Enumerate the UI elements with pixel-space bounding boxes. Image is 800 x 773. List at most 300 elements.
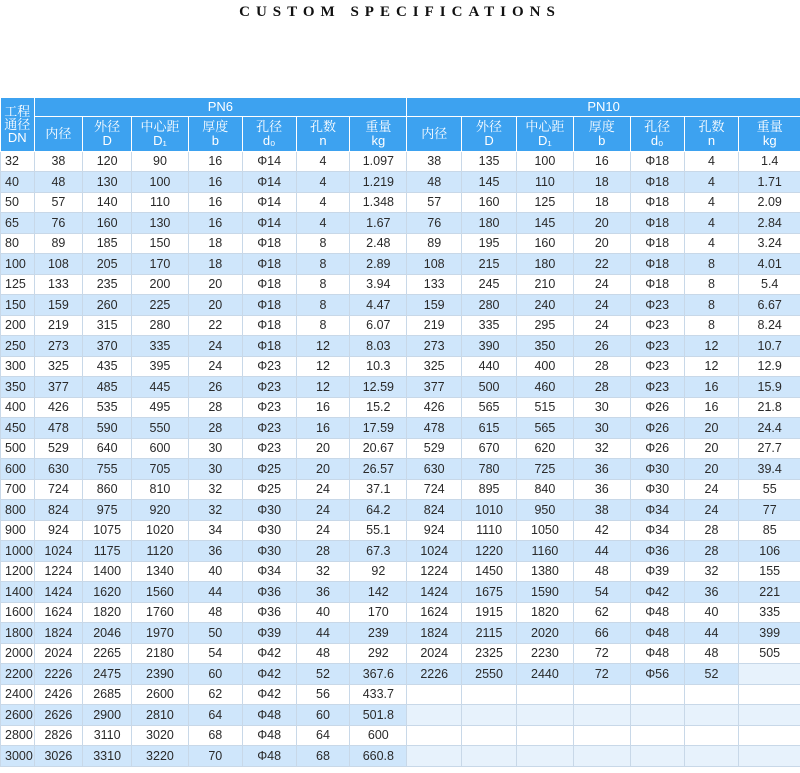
table-cell: 1.71 — [739, 172, 800, 193]
table-cell: 110 — [516, 172, 573, 193]
table-cell: 44 — [684, 623, 739, 644]
table-cell: Φ26 — [630, 397, 684, 418]
table-cell: 2.84 — [739, 213, 800, 234]
column-header-label: 孔径 — [644, 118, 671, 134]
table-cell: 108 — [34, 254, 83, 275]
dn-cell: 50 — [1, 192, 35, 213]
table-cell: 110 — [132, 192, 189, 213]
table-cell — [573, 725, 630, 746]
table-cell: 273 — [407, 336, 462, 357]
dn-cell: 65 — [1, 213, 35, 234]
table-cell: Φ48 — [630, 602, 684, 623]
table-cell: 1560 — [132, 582, 189, 603]
table-cell: 180 — [516, 254, 573, 275]
table-cell: 8 — [296, 274, 350, 295]
table-cell: Φ34 — [630, 500, 684, 521]
table-cell: 4 — [684, 172, 739, 193]
table-cell: 36 — [188, 541, 242, 562]
table-cell: 240 — [516, 295, 573, 316]
table-cell: 460 — [516, 377, 573, 398]
table-cell: 435 — [83, 356, 132, 377]
table-cell: 28 — [573, 356, 630, 377]
table-cell: 24 — [188, 336, 242, 357]
table-cell: 56 — [296, 684, 350, 705]
table-cell: 24 — [684, 500, 739, 521]
table-cell: Φ30 — [630, 459, 684, 480]
table-cell: 108 — [407, 254, 462, 275]
table-cell: 32 — [684, 561, 739, 582]
dn-cell: 80 — [1, 233, 35, 254]
table-cell: 1760 — [132, 602, 189, 623]
table-cell: Φ34 — [242, 561, 296, 582]
table-cell: 155 — [739, 561, 800, 582]
table-cell: 515 — [516, 397, 573, 418]
column-header-pn10 — [739, 116, 800, 151]
table-cell: 1620 — [83, 582, 132, 603]
table-cell: 755 — [83, 459, 132, 480]
column-header-pn6 — [132, 116, 189, 151]
table-cell: Φ18 — [630, 233, 684, 254]
table-cell — [407, 725, 462, 746]
table-cell: 4 — [296, 213, 350, 234]
column-header-symbol: kg — [371, 132, 386, 148]
table-cell: 24 — [296, 500, 350, 521]
table-cell: 8 — [296, 315, 350, 336]
table-cell: 38 — [407, 151, 462, 172]
table-cell: 1.219 — [350, 172, 407, 193]
table-cell: Φ18 — [630, 172, 684, 193]
column-header-label: 外径 — [476, 118, 503, 134]
table-row — [1, 274, 800, 295]
table-cell: 64 — [188, 705, 242, 726]
table-cell: 2626 — [34, 705, 83, 726]
group-header-pn10: PN10 — [407, 98, 800, 116]
column-header-pn6 — [296, 116, 350, 151]
table-cell: 924 — [34, 520, 83, 541]
table-cell: Φ23 — [630, 336, 684, 357]
table-cell: 3026 — [34, 746, 83, 767]
table-cell — [739, 684, 800, 705]
table-cell: Φ39 — [242, 623, 296, 644]
table-cell: 219 — [407, 315, 462, 336]
table-cell: 10.7 — [739, 336, 800, 357]
table-cell: 70 — [188, 746, 242, 767]
table-cell: 28 — [684, 520, 739, 541]
table-cell: 4.47 — [350, 295, 407, 316]
table-cell: 1400 — [83, 561, 132, 582]
table-cell: Φ23 — [242, 438, 296, 459]
table-cell: 367.6 — [350, 664, 407, 685]
table-cell: 1624 — [407, 602, 462, 623]
table-cell: 68 — [296, 746, 350, 767]
dn-cell: 1000 — [1, 541, 35, 562]
table-cell: 3.24 — [739, 233, 800, 254]
column-header-symbol: b — [598, 132, 606, 148]
table-cell: Φ23 — [630, 315, 684, 336]
table-cell: 1175 — [83, 541, 132, 562]
table-cell: 620 — [516, 438, 573, 459]
dn-cell: 400 — [1, 397, 35, 418]
table-cell: 1820 — [516, 602, 573, 623]
table-cell: 44 — [188, 582, 242, 603]
table-cell: 235 — [83, 274, 132, 295]
table-cell: Φ56 — [630, 664, 684, 685]
table-cell: Φ18 — [242, 274, 296, 295]
table-cell: 478 — [407, 418, 462, 439]
table-cell: 185 — [83, 233, 132, 254]
table-row — [1, 356, 800, 377]
table-cell: 36 — [573, 479, 630, 500]
table-cell: 44 — [296, 623, 350, 644]
table-cell: 335 — [462, 315, 517, 336]
table-cell: 17.59 — [350, 418, 407, 439]
table-cell: 15.9 — [739, 377, 800, 398]
table-cell: 810 — [132, 479, 189, 500]
table-cell: 40 — [684, 602, 739, 623]
table-cell: 44 — [573, 541, 630, 562]
table-cell: 600 — [132, 438, 189, 459]
table-cell: 32 — [188, 500, 242, 521]
table-cell: 924 — [407, 520, 462, 541]
table-cell: 6.67 — [739, 295, 800, 316]
table-cell — [516, 684, 573, 705]
table-cell: 400 — [516, 356, 573, 377]
table-cell: 37.1 — [350, 479, 407, 500]
table-cell: 2475 — [83, 664, 132, 685]
table-cell: 28 — [188, 397, 242, 418]
table-cell — [573, 684, 630, 705]
table-cell: 4 — [296, 172, 350, 193]
table-cell: 2226 — [34, 664, 83, 685]
table-cell: 325 — [34, 356, 83, 377]
table-cell: 76 — [34, 213, 83, 234]
column-header-label: 重量 — [365, 118, 392, 134]
table-cell: 399 — [739, 623, 800, 644]
table-cell: 3310 — [83, 746, 132, 767]
table-cell: 210 — [516, 274, 573, 295]
table-row — [1, 233, 800, 254]
table-cell: 221 — [739, 582, 800, 603]
table-cell: 1024 — [407, 541, 462, 562]
column-header-symbol: d₀ — [262, 132, 276, 148]
table-cell: 195 — [462, 233, 517, 254]
table-cell: 76 — [407, 213, 462, 234]
table-row — [1, 725, 800, 746]
table-cell: 20.67 — [350, 438, 407, 459]
table-cell — [573, 746, 630, 767]
table-cell: Φ25 — [242, 459, 296, 480]
table-cell: 77 — [739, 500, 800, 521]
table-cell: 12.59 — [350, 377, 407, 398]
table-row — [1, 520, 800, 541]
table-cell: 145 — [516, 213, 573, 234]
table-cell: 12 — [296, 336, 350, 357]
dn-cell: 350 — [1, 377, 35, 398]
dn-cell: 1800 — [1, 623, 35, 644]
table-cell: 6.07 — [350, 315, 407, 336]
dn-cell: 450 — [1, 418, 35, 439]
column-header-pn10 — [462, 116, 517, 151]
table-cell: 54 — [573, 582, 630, 603]
table-cell: 16 — [684, 377, 739, 398]
table-cell: 12.9 — [739, 356, 800, 377]
table-cell: 445 — [132, 377, 189, 398]
table-cell: 824 — [34, 500, 83, 521]
table-cell: 239 — [350, 623, 407, 644]
table-cell: 2180 — [132, 643, 189, 664]
dn-cell: 2600 — [1, 705, 35, 726]
table-cell: 68 — [188, 725, 242, 746]
table-cell: 590 — [83, 418, 132, 439]
column-header-symbol: D — [484, 132, 494, 148]
table-cell: 975 — [83, 500, 132, 521]
table-cell: 8.24 — [739, 315, 800, 336]
table-cell: 1.348 — [350, 192, 407, 213]
table-cell: 16 — [188, 213, 242, 234]
column-header-pn6 — [242, 116, 296, 151]
table-cell: 12 — [684, 336, 739, 357]
table-cell: 133 — [407, 274, 462, 295]
table-cell: 8 — [684, 295, 739, 316]
table-cell: 40 — [188, 561, 242, 582]
table-cell: 630 — [34, 459, 83, 480]
table-row — [1, 377, 800, 398]
table-cell: 16 — [188, 151, 242, 172]
table-cell: 42 — [573, 520, 630, 541]
table-cell: 565 — [516, 418, 573, 439]
table-cell: 2265 — [83, 643, 132, 664]
table-cell: 640 — [83, 438, 132, 459]
table-cell: 660.8 — [350, 746, 407, 767]
table-cell: 170 — [132, 254, 189, 275]
dn-cell: 125 — [1, 274, 35, 295]
dn-cell: 150 — [1, 295, 35, 316]
table-cell: 18 — [573, 172, 630, 193]
column-header-symbol: D — [102, 132, 112, 148]
dn-cell: 800 — [1, 500, 35, 521]
table-cell: 36 — [684, 582, 739, 603]
table-cell: 2.48 — [350, 233, 407, 254]
table-cell: 32 — [296, 561, 350, 582]
column-header-symbol: kg — [762, 132, 777, 148]
table-cell: 12 — [296, 377, 350, 398]
table-cell: 1110 — [462, 520, 517, 541]
column-header-pn10 — [407, 116, 462, 151]
table-cell: 205 — [83, 254, 132, 275]
table-cell: Φ23 — [630, 295, 684, 316]
table-cell: 426 — [407, 397, 462, 418]
table-cell: 8 — [296, 295, 350, 316]
table-cell: 1824 — [34, 623, 83, 644]
table-cell: 48 — [188, 602, 242, 623]
table-cell: 1624 — [34, 602, 83, 623]
table-cell: 12 — [684, 356, 739, 377]
table-cell: 3020 — [132, 725, 189, 746]
table-row — [1, 602, 800, 623]
table-cell: 26 — [188, 377, 242, 398]
table-cell — [462, 684, 517, 705]
table-cell — [407, 705, 462, 726]
table-cell: 565 — [462, 397, 517, 418]
table-cell: 20 — [684, 438, 739, 459]
table-cell: 395 — [132, 356, 189, 377]
table-row — [1, 295, 800, 316]
table-cell: 2826 — [34, 725, 83, 746]
table-cell: 30 — [573, 418, 630, 439]
table-cell: 780 — [462, 459, 517, 480]
table-cell — [630, 746, 684, 767]
table-cell: 28 — [684, 541, 739, 562]
column-header-label: 中心距 — [140, 118, 180, 134]
table-cell: Φ23 — [630, 377, 684, 398]
table-cell: Φ30 — [242, 541, 296, 562]
table-cell: 92 — [350, 561, 407, 582]
table-cell — [516, 746, 573, 767]
table-cell: 8 — [684, 315, 739, 336]
table-cell: Φ48 — [630, 643, 684, 664]
table-cell: 52 — [684, 664, 739, 685]
table-cell — [516, 705, 573, 726]
table-cell: 500 — [462, 377, 517, 398]
table-cell: 2020 — [516, 623, 573, 644]
table-cell: 55 — [739, 479, 800, 500]
table-cell — [407, 746, 462, 767]
table-cell — [684, 746, 739, 767]
table-cell: 2.89 — [350, 254, 407, 275]
table-cell: 535 — [83, 397, 132, 418]
table-cell: Φ23 — [630, 356, 684, 377]
table-row — [1, 254, 800, 275]
table-cell: 426 — [34, 397, 83, 418]
table-cell: 8 — [296, 254, 350, 275]
table-cell: 495 — [132, 397, 189, 418]
dn-cell: 900 — [1, 520, 35, 541]
table-cell: 1010 — [462, 500, 517, 521]
table-cell: 22 — [573, 254, 630, 275]
table-cell: 180 — [462, 213, 517, 234]
table-cell: 159 — [407, 295, 462, 316]
table-cell: 280 — [462, 295, 517, 316]
table-cell: Φ26 — [630, 418, 684, 439]
table-cell: 1224 — [34, 561, 83, 582]
table-cell: 28 — [573, 377, 630, 398]
table-cell — [462, 725, 517, 746]
table-cell: 72 — [573, 664, 630, 685]
table-cell: 860 — [83, 479, 132, 500]
table-cell: Φ48 — [242, 725, 296, 746]
table-cell: 1220 — [462, 541, 517, 562]
table-cell — [630, 684, 684, 705]
dn-header-line3: DN — [7, 129, 27, 145]
table-cell: Φ18 — [242, 315, 296, 336]
table-cell: 89 — [34, 233, 83, 254]
table-cell: 219 — [34, 315, 83, 336]
table-cell: 48 — [407, 172, 462, 193]
table-cell: 5.4 — [739, 274, 800, 295]
table-cell: 377 — [407, 377, 462, 398]
dn-cell: 600 — [1, 459, 35, 480]
table-cell: 615 — [462, 418, 517, 439]
table-cell: 54 — [188, 643, 242, 664]
table-cell: Φ30 — [242, 520, 296, 541]
table-cell: 433.7 — [350, 684, 407, 705]
table-cell: 1380 — [516, 561, 573, 582]
table-cell: 170 — [350, 602, 407, 623]
table-cell: 2325 — [462, 643, 517, 664]
table-cell: 2810 — [132, 705, 189, 726]
table-cell: 16 — [296, 397, 350, 418]
table-cell: Φ23 — [242, 377, 296, 398]
table-cell: Φ30 — [242, 500, 296, 521]
table-cell: 24 — [296, 520, 350, 541]
table-cell: 840 — [516, 479, 573, 500]
table-cell: 315 — [83, 315, 132, 336]
column-header-label: 中心距 — [525, 118, 565, 134]
table-cell: 26.57 — [350, 459, 407, 480]
table-cell: 1824 — [407, 623, 462, 644]
table-cell: 135 — [462, 151, 517, 172]
table-cell: 2115 — [462, 623, 517, 644]
table-cell: Φ23 — [242, 418, 296, 439]
column-header-label: 外径 — [94, 118, 121, 134]
table-cell: 3.94 — [350, 274, 407, 295]
table-cell: 724 — [407, 479, 462, 500]
table-cell: 2685 — [83, 684, 132, 705]
table-cell: 39.4 — [739, 459, 800, 480]
table-cell: 3110 — [83, 725, 132, 746]
table-cell: 16 — [188, 192, 242, 213]
table-cell: 529 — [34, 438, 83, 459]
column-header-row — [1, 116, 800, 151]
table-cell: 529 — [407, 438, 462, 459]
table-cell: 64.2 — [350, 500, 407, 521]
column-header-label: 内径 — [45, 125, 72, 141]
table-cell: 215 — [462, 254, 517, 275]
table-cell: 1075 — [83, 520, 132, 541]
table-cell: 40 — [296, 602, 350, 623]
table-cell: 2024 — [407, 643, 462, 664]
table-cell: 21.8 — [739, 397, 800, 418]
table-cell: 2.09 — [739, 192, 800, 213]
table-cell — [630, 705, 684, 726]
table-cell: 24 — [296, 479, 350, 500]
table-cell: 85 — [739, 520, 800, 541]
table-cell: 133 — [34, 274, 83, 295]
table-cell: 390 — [462, 336, 517, 357]
table-cell: 16 — [684, 397, 739, 418]
table-cell — [573, 705, 630, 726]
table-cell — [684, 684, 739, 705]
table-cell: 245 — [462, 274, 517, 295]
table-cell: Φ48 — [630, 623, 684, 644]
table-cell: 1224 — [407, 561, 462, 582]
table-cell: 15.2 — [350, 397, 407, 418]
table-cell: Φ18 — [242, 254, 296, 275]
table-cell: 18 — [188, 254, 242, 275]
table-cell: 159 — [34, 295, 83, 316]
table-cell: Φ18 — [630, 254, 684, 275]
table-body — [1, 151, 800, 766]
table-cell: Φ25 — [242, 479, 296, 500]
table-cell: 8 — [684, 274, 739, 295]
table-cell: 18 — [573, 192, 630, 213]
table-cell: 292 — [350, 643, 407, 664]
table-cell: Φ23 — [242, 356, 296, 377]
table-row — [1, 643, 800, 664]
table-cell: 1450 — [462, 561, 517, 582]
column-header-label: 孔径 — [256, 118, 283, 134]
table-cell: 260 — [83, 295, 132, 316]
